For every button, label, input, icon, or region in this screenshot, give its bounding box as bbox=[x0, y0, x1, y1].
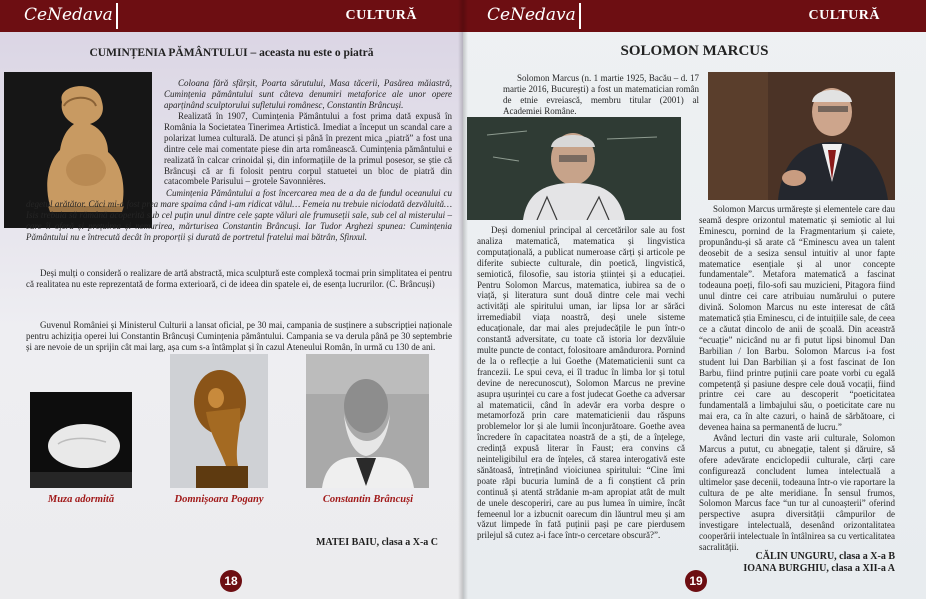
header-divider bbox=[116, 3, 118, 29]
marcus-intro: Solomon Marcus (n. 1 martie 1925, Bacău – d. 17 martie 2016, București) a fost un matematician român de etnie evreiască, membru titular (2001) al Academiei Române. bbox=[503, 73, 699, 116]
spread-gutter bbox=[458, 0, 468, 599]
left-article-author: MATEI BAIU, clasa a X-a C bbox=[315, 537, 438, 548]
brand-logo: CeNedava bbox=[487, 5, 576, 25]
domnisoara-pogany-photo bbox=[170, 354, 268, 488]
section-label: CULTURĂ bbox=[345, 8, 417, 23]
caption-muza-adormita: Muza adormită bbox=[47, 494, 115, 505]
page-number: 19 bbox=[685, 570, 707, 592]
page-number: 18 bbox=[220, 570, 242, 592]
caption-domnisoara-pogany: Domnișoara Pogany bbox=[174, 494, 264, 505]
cumintenia-paragraph-4: Deși mulți o consideră o realizare de artă abstractă, mica sculptură este complexă tocmai prin simplitatea ei pentru că realitatea nu este reprezentată de forma exterioară, ci de ideea din spatele ei, de esența lucrurilor. (C. Brâncuși) bbox=[26, 268, 452, 289]
solomon-marcus-photo-chalkboard bbox=[467, 117, 681, 220]
cumintenia-paragraph-2: Realizată în 1907, Cumințenia Pământului a fost prima dată expusă în România la Societatea Tinerimea Artistică. Imediat a început un scandal care a polarizat lumea culturală. De atunci și până în prezent mica „piatră” a fost una dintre cele mai comentate piese din arta românească. Cumințenia pământului e realizată în calcar crinoidal și, din informațiile de la primul posesor, se știe că Brâncuși că ar fi folosit pentru corpul statuetei un bloc de piatră din catacombele Parisului – grotele Savonnières. bbox=[164, 111, 452, 187]
cumintenia-paragraph-1: Coloana fără sfârșit, Poarta sărutului, Masa tăcerii, Pasărea măiastră, Cumințenia pământului sunt câteva denumiri metaforice ale unor opere aparținând sculptorului sufletului românesc, Constantin Brâncuși. bbox=[164, 78, 452, 110]
right-article-author-2: IOANA BURGHIU, clasa a XII-a A bbox=[743, 563, 895, 574]
left-header bbox=[0, 0, 463, 32]
right-header bbox=[463, 0, 926, 32]
marcus-column-2: Solomon Marcus urmărește și elementele care dau seamă despre orizontul matematic și semiotic al lui Eminescu, pornind de la Fragmentarium și caiete, propunându-și să arate că “Eminescu avea un talent deosebit de a sesiza sensul intuitiv al unor fapte matematice esențiale și al unor concepte fundamentale”. Metafora matematică a fascinat todeauna poeți, filo-sofi sau muzicieni, Pitagora fiind unul dintre cei care atribuiau numărului o putere divină. Solomon Marcus nu este interesat de câtă matematică știa Eminescu, ci de intuițiile sale, de ceea ce a căutat dincolo de anii de școală. Din aceastră “ecuație” nicicând nu ar fi putut lipsi binomul Dan Barbilian / Ion Barbu. Solomon Marcus i-a fost student lui Dan Barbilian și a fost fascinat de Ion Barbu, fiind printre puținii care poate vorbi cu egală competență și pasiune despre cele două vocații, fiind printre cei care au descoperit “poeticitatea fundamentală a limbajului său, o poeticitate care nu mai era, ca în alte cazuri, o haină de sărbătoare, ci devenea haina sa permanentă de lucru.” Având lecturi din vaste arii culturale, Solomon Marcus a putut, cu abnegație, talent și dăruire, să ofere adevărate enciclopedii culturale, cărți care configurează concludent lumea intelectuală a ultimelor șase decenii, todeauna într-o vie raportare la cultura de pe alte meridiane. În sensul frumos, Solomon Marcus face “un tur al cunoașterii” oferind perspective asupra diversității câmpurilor de investigare intelectuală, desenând orizontalitatea cooperării intelectuale în întâlnirea sa cu verticalitatea sacralității. bbox=[699, 204, 895, 553]
right-article-author-1: CĂLIN UNGURU, clasa a X-a B bbox=[755, 551, 895, 562]
solomon-marcus-photo-portrait bbox=[708, 72, 895, 200]
article-title: CUMINȚENIA PĂMÂNTULUI – aceasta nu este o piatră bbox=[89, 47, 374, 59]
marcus-column-1: Deși domeniul principal al cercetărilor sale au fost analiza matematică, matematica și lingvistica computațională, a publicat numeroase cărți și articole pe diferite subiecte culturale, din poetică, lingvistică, semiotică, filosofie, sau istoria științei și a educației. Pentru Solomon Marcus, matematica, iubirea sa de o viață, și literatura sunt două dintre cele mai vechi activități ale spiritului uman, iar lipsa lor ar sărăci irremediabil viața noastră, deși unele sisteme educaționale, dar mai ales prejudecățile le pun într-o constantă adversitate, cu toate că istoria lor dezvăluie multe puncte de contact, folositoare amândurora. Pornind de la o reflecție a lui Goethe (Matematicienii sunt ca francezii. Le spui ceva, ei îl traduc în limba lor și totul devine de nerecunoscut), Solomon Marcus ne previne asupra ușurinței cu care a fost judecat Goethe ca adversar al matematicii, când în adevăr era vorba despre o metamorfoză prin care matematicienii dau răspuns problemelor lor și ale lumii înconjurătoare. Goethe avea încredere în capacitatea noastră de a ști, de a înțelege, credință expusă literar în Faust; era convins că neinteligibilul era de înțeles, că starea interogativă este sănătoasă, întreținând vioiciunea spiritului: “Cine îmi poate răpi bucuria lumină de a fi conștient că prin continuă și atentă strădanie m-am apropiat atât de mult de unele descoperiri, care au pus lumea în uimire, încât femeenul lor a izbucnit oarecum din lăuntrul meu și am văzut limpede în fată puținii pași pe care pierdusem prilejul să cutez a-i face într-o cercetare obscură?”. bbox=[477, 225, 685, 541]
constantin-brancusi-photo bbox=[306, 354, 429, 488]
header-divider bbox=[579, 3, 581, 29]
campaign-paragraph: Guvenul României și Ministerul Culturii a lansat oficial, pe 30 mai, campania de susținere a subscripției naționale pentru achiziția operei lui Constantin Brâncuși Cumințenia pământului. Campania se va derula până pe 30 septembrie și are nevoie de un sprijin cât mai larg, așa cum s-a întâmplat și în cazul Ateneului Român, în urmă cu 130 de ani. bbox=[26, 320, 452, 352]
article-title: SOLOMON MARCUS bbox=[620, 43, 769, 59]
caption-constantin-brancusi: Constantin Brâncuși bbox=[322, 494, 414, 505]
brand-logo: CeNedava bbox=[24, 5, 113, 25]
section-label: CULTURĂ bbox=[808, 8, 880, 23]
brancusi-quote: Cumințenia Pământului a fost încercarea mea de a da de fundul oceanului cu degetul arătător. Căci mi-a fost prea mare spaima când i-am ridicat vălul… Femeia nu trebuie niciodată dezvăluită… Isis trebuia să rămână acoperită sub cel puțin unul dintre cele șapte văluri ale frumuseții sale, sub cel al misterului – care îi oferă și prețuirea și nemurirea, mărturisea Constantin Brâncuși. Iar Tudor Arghezi spunea: Cumințenia Pământului nu e întrecută decât în proporții și durată de portretul fratelui mai bătrân, Sfinxul. bbox=[26, 188, 452, 242]
muza-adormita-photo bbox=[30, 392, 132, 488]
right-page bbox=[463, 0, 926, 599]
